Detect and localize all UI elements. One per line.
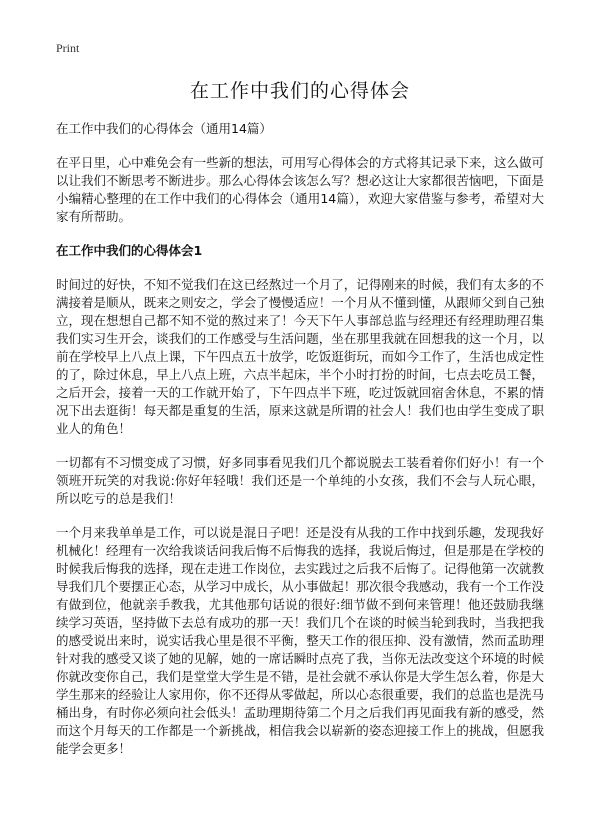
document-title: 在工作中我们的心得体会 bbox=[189, 80, 410, 102]
print-label: Print bbox=[56, 41, 80, 55]
body-paragraph-1: 时间过的好快，不知不觉我们在这已经熬过一个月了，记得刚来的时候，我们有太多的不满接着是顺从，既来之则安之，学会了慢慢适应！一个月从不懂到懂，从跟师父到自己独立，现在想想自己都不知不觉的熬过来了！今天下午人事部总监与经理还有经理助理召集我们实习生开会，谈我们的工作感受与生活问题，坐在那里我就在回想我的这一个月，以前在学校早上八点上课，下午四点五十放学，吃饭逛街玩，而如今工作了，生活也成定性的了，除过休息，早上八点上班，六点半起床，半个小时打扮的时间，七点去吃员工餐，之后开会，接着一天的工作就开始了，下午四点半下班，吃过饭就回宿舍休息，不累的情况下出去逛街！每天都是重复的生活，原来这就是所谓的社会人！我们也由学生变成了职业人的角色！ bbox=[56, 277, 544, 436]
body-paragraph-3: 一个月来我单单是工作，可以说是混日子吧！还是没有从我的工作中找到乐趣，发现我好机械化！经理有一次给我谈话问我后悔不后悔我的选择，我说后悔过，但是那是在学校的时候我后悔我的选择，现在走进工作岗位，去实践过之后我不后悔了。记得他第一次就教导我们几个要摆正心态，从学习中成长，从小事做起！那次很令我感动，我有一个工作没有做到位，他就亲手教我，尤其他那句话说的很好:细节做不到何来管理！他还鼓励我继续学习英语，坚持做下去总有成功的那一天！我们几个在谈的时候当轮到我时，当我把我的感受说出来时，说实话我心里是很不平衡，整天工作的很压抑、没有激情，然而孟助理针对我的感受又谈了她的见解，她的一席话瞬时点亮了我，当你无法改变这个环境的时候你就改变你自己，我们是堂堂大学生是不错，是社会就不承认你是大学生怎么着，你是大学生那来的经验让人家用你，你不还得从零做起，所以心态很重要，我们的总监也是洗马桶出身，有时你必须向社会低头！孟助理期待第二个月之后我们再见面我有新的感受，然而这个月每天的工作都是一个新挑战，相信我会以崭新的姿态迎接工作上的挑战，但愿我能学会更多！ bbox=[56, 525, 544, 756]
section-heading-1: 在工作中我们的心得体会1 bbox=[56, 243, 203, 258]
body-paragraph-2: 一切都有不习惯变成了习惯，好多同事看见我们几个都说脱去工装看着你们好小！有一个领班开玩笑的对我说:你好年轻哦！我们还是一个单纯的小女孩，我们不会与人玩心眼，所以吃亏的总是我们！ bbox=[56, 455, 544, 506]
document-subtitle: 在工作中我们的心得体会（通用14篇） bbox=[56, 121, 272, 136]
intro-paragraph: 在平日里，心中难免会有一些新的想法，可用写心得体会的方式将其记录下来，这么做可以让我们不断思考不断进步。那么心得体会该怎么写？想必这让大家都很苦恼吧，下面是小编精心整理的在工作中我们的心得体会（通用14篇），欢迎大家借鉴与参考，希望对大家有所帮助。 bbox=[56, 155, 544, 224]
